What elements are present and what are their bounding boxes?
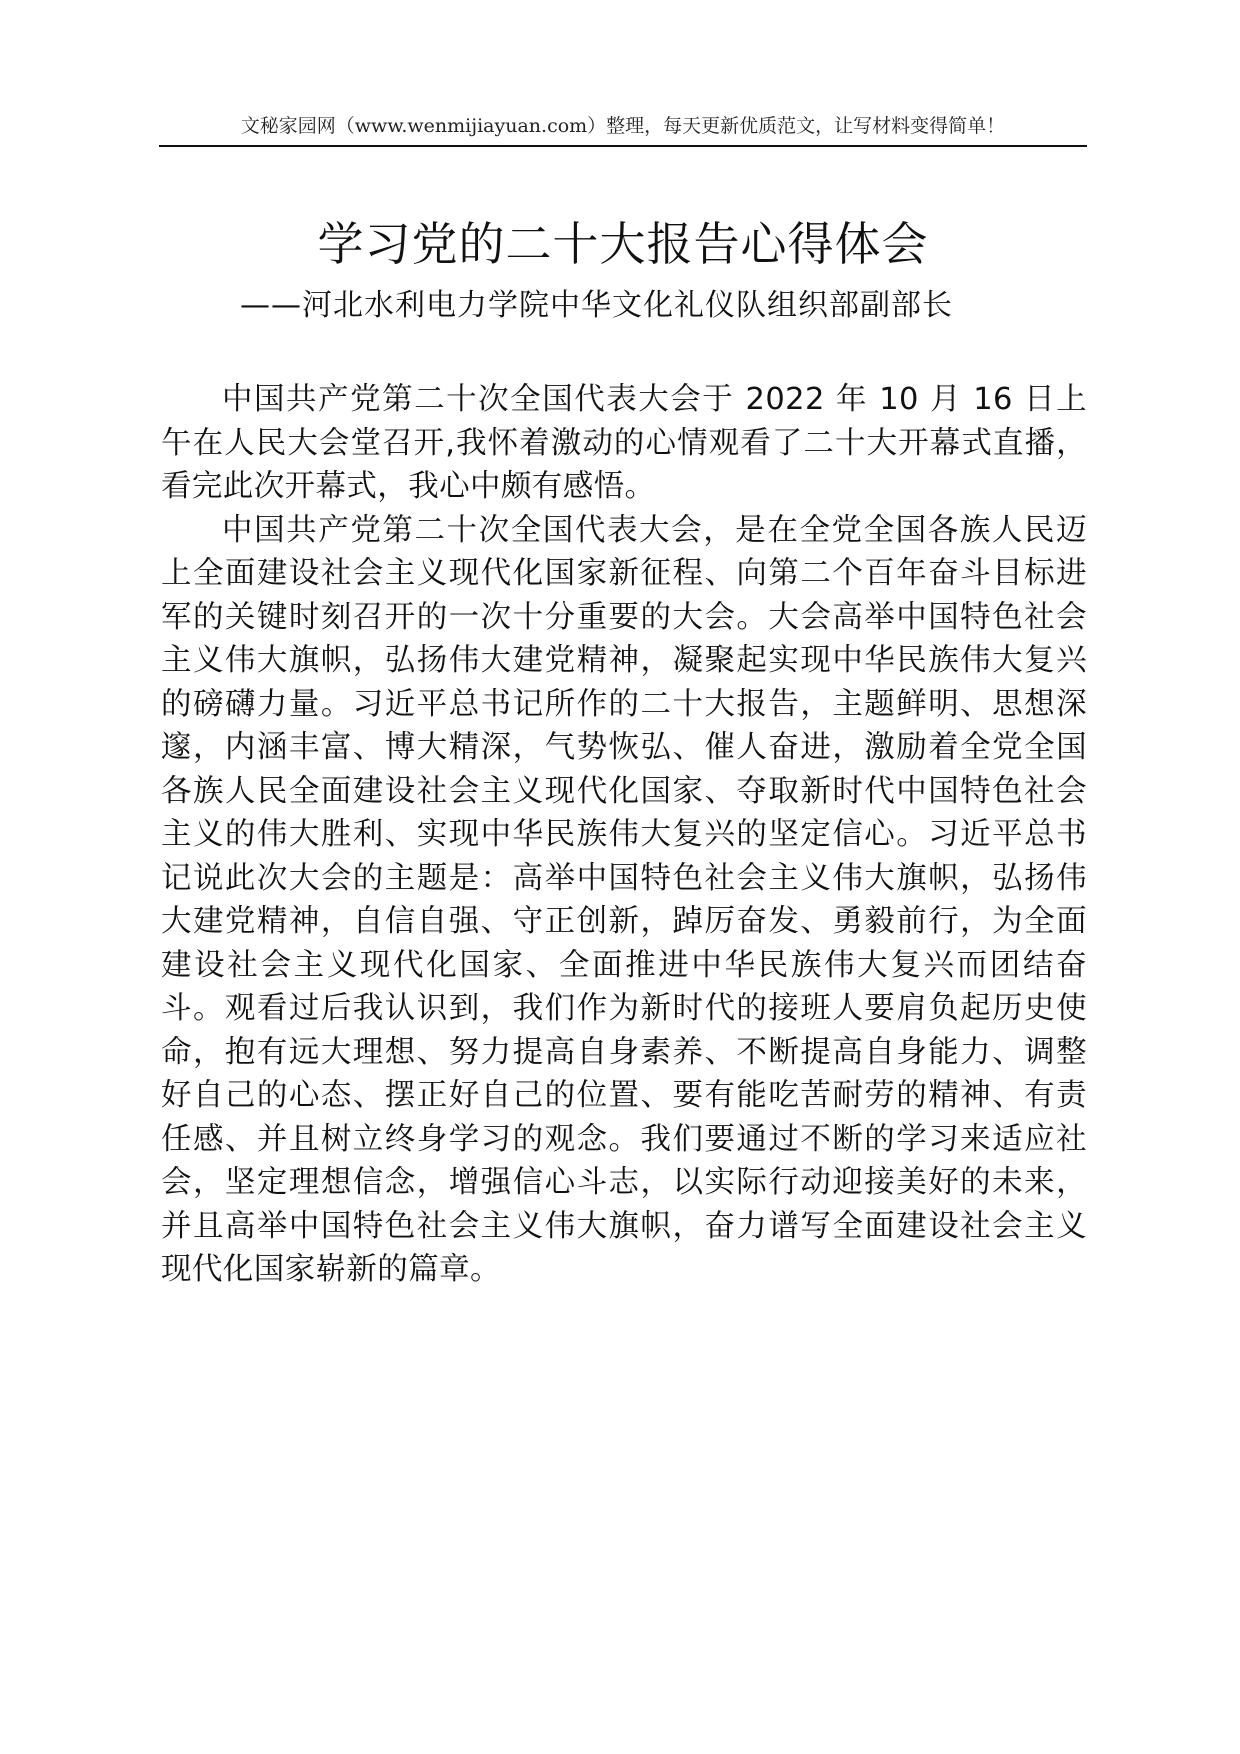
paragraph-2: 中国共产党第二十次全国代表大会，是在全党全国各族人民迈上全面建设社会主义现代化国家新征程、向第二个百年奋斗目标进军的关键时刻召开的一次十分重要的大会。大会高举中国特色社会主义伟大旗帜，弘扬伟大建党精神，凝聚起实现中华民族伟大复兴的磅礴力量。习近平总书记所作的二十大报告，主题鲜明、思想深邃，内涵丰富、博大精深，气势恢弘、催人奋进，激励着全党全国各族人民全面建设社会主义现代化国家、夺取新时代中国特色社会主义的伟大胜利、实现中华民族伟大复兴的坚定信心。习近平总书记说此次大会的主题是：高举中国特色社会主义伟大旗帜，弘扬伟大建党精神，自信自强、守正创新，踔厉奋发、勇毅前行，为全面建设社会主义现代化国家、全面推进中华民族伟大复兴而团结奋斗。观看过后我认识到，我们作为新时代的接班人要肩负起历史使命，抱有远大理想、努力提高自身素养、不断提高自身能力、调整好自己的心态、摆正好自己的位置、要有能吃苦耐劳的精神、有责任感、并且树立终身学习的观念。我们要通过不断的学习来适应社会，坚定理想信念，增强信心斗志，以实际行动迎接美好的未来，并且高举中国特色社会主义伟大旗帜，奋力谱写全面建设社会主义现代化国家崭新的篇章。: [161, 512, 1087, 1287]
paragraph-1: 中国共产党第二十次全国代表大会于 2022 年 10 月 16 日上午在人民大会堂召开,我怀着激动的心情观看了二十大开幕式直播，看完此次开幕式，我心中颇有感悟。: [161, 382, 1087, 504]
document-subtitle: ——河北水利电力学院中华文化礼仪队组织部副部长: [240, 288, 953, 323]
document-title: 学习党的二十大报告心得体会: [317, 217, 929, 271]
document-body: [161, 378, 1087, 1292]
header-divider: [159, 145, 1087, 147]
page-header: 文秘家园网（www.wenmijiayuan.com）整理，每天更新优质范文，让写材料变得简单！: [240, 115, 1006, 137]
